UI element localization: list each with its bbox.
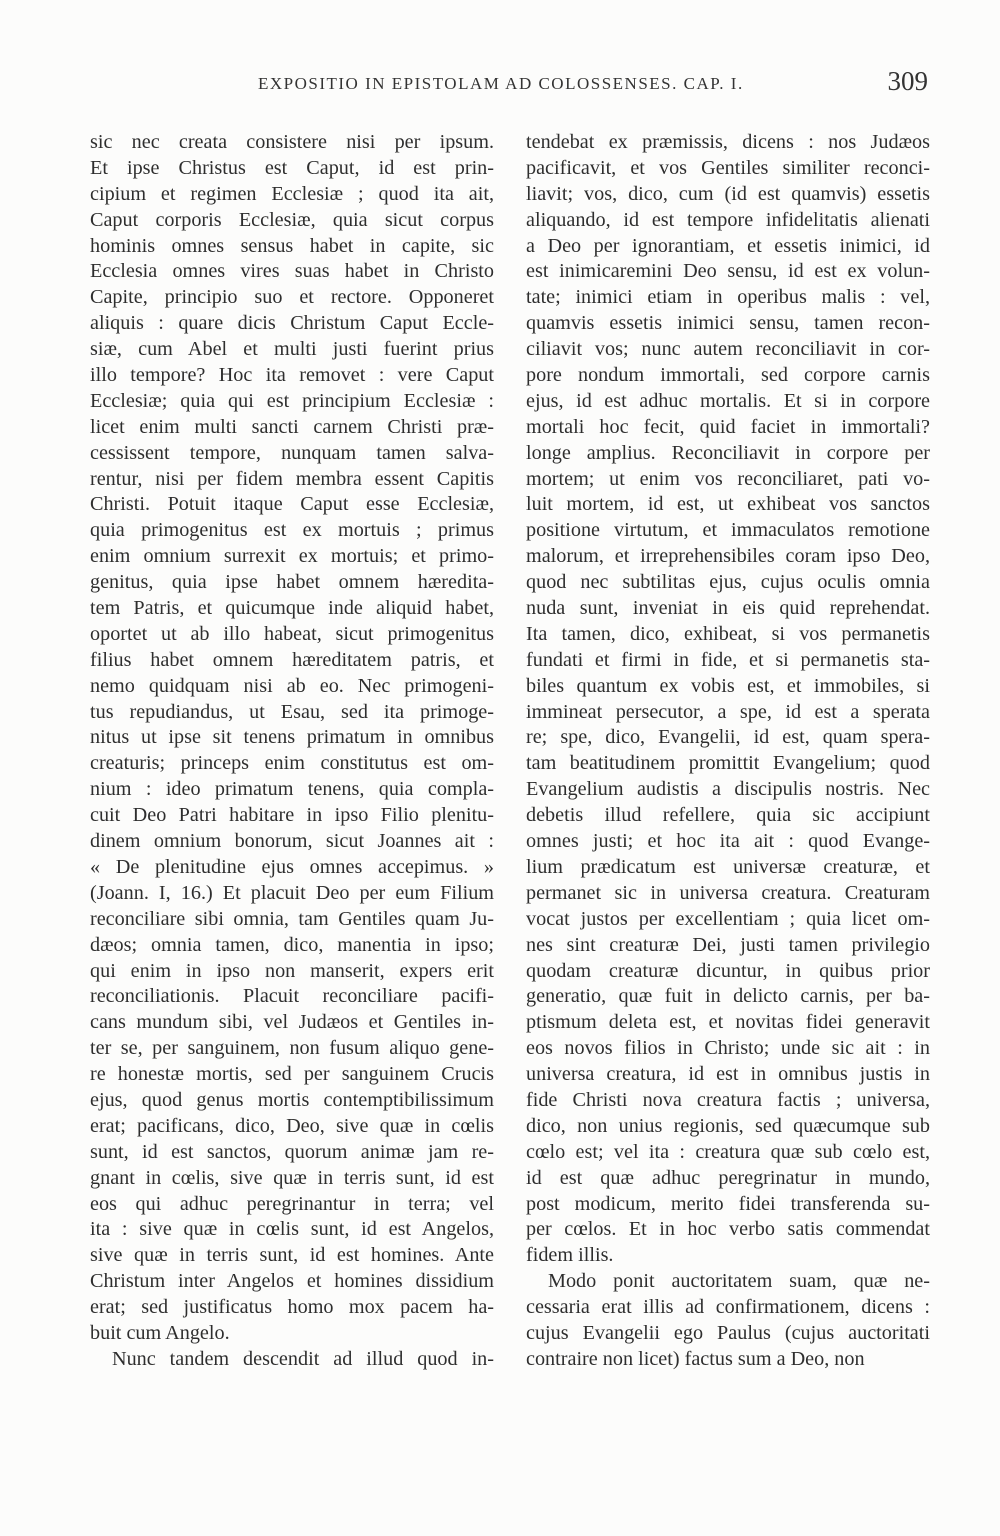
text-line: cujus Evangelii ego Paulus (cujus auctoritati — [526, 1321, 930, 1344]
text-line: generatio, quæ fuit in delicto carnis, per ba- — [526, 985, 930, 1008]
text-line: tem Patris, et quicumque inde aliquid habet, — [90, 597, 494, 620]
text-line: aliquis : quare dicis Christum Caput Eccle- — [90, 312, 494, 335]
text-line: cipium et regimen Ecclesiæ ; quod ita ait, — [90, 182, 494, 205]
text-line: sunt, id est sanctos, quorum animæ jam re- — [90, 1140, 494, 1163]
text-line: immineat persecutor, a spe, id est a sperata — [526, 700, 930, 723]
page-number: 309 — [887, 66, 928, 96]
text-line: licet enim multi sancti carnem Christi præ- — [90, 415, 494, 438]
text-line: ptismum deleta est, et novitas fidei generavit — [526, 1011, 930, 1034]
text-line: re honestæ mortis, sed per sanguinem Crucis — [90, 1063, 494, 1086]
text-line: rentur, nisi per fidem membra essent Capitis — [90, 467, 494, 490]
text-line: Ecclesia omnes vires suas habet in Christo — [90, 260, 494, 283]
text-line: oportet ut ab illo habeat, sicut primogenitus — [90, 622, 494, 645]
text-line: ejus, quod genus mortis contemptibilissimum — [90, 1088, 494, 1111]
text-line: Christum inter Angelos et homines dissidium — [90, 1270, 494, 1293]
text-line: cœlo est; vel ita : creatura quæ sub cœlo est, — [526, 1140, 930, 1163]
text-line: tendebat ex præmissis, dicens : nos Judæos — [526, 131, 930, 153]
text-line: est inimicaremini Deo sensu, id est ex volun- — [526, 260, 930, 283]
text-line: cessaria erat illis ad confirmationem, dicens : — [526, 1296, 930, 1319]
text-line: siæ, cum Abel et multi justi fuerint prius — [90, 338, 494, 361]
text-line: permanet sic in universa creatura. Creaturam — [526, 881, 930, 904]
text-line: quodam creaturæ dicuntur, in quibus prior — [526, 959, 930, 982]
text-line: buit cum Angelo. — [90, 1321, 230, 1344]
text-line: nemo quidquam nisi ab eo. Nec primogeni- — [90, 674, 494, 697]
text-line: debetis illud refellere, quia sic accipiunt — [526, 804, 930, 827]
text-line: contraire non licet) factus sum a Deo, non — [526, 1347, 865, 1370]
text-line: liavit; vos, dico, cum (id est quamvis) essetis — [526, 182, 930, 205]
text-line: malorum, et irreprehensibiles coram ipso Deo, — [526, 545, 930, 568]
text-line: Modo ponit auctoritatem suam, quæ ne- — [548, 1270, 930, 1293]
text-line: illo tempore? Hoc ita removet : vere Caput — [90, 364, 494, 387]
text-line: Capite, principio suo et rectore. Opponeret — [90, 286, 494, 309]
text-line: cessissent tempore, nunquam tamen salva- — [90, 441, 494, 464]
text-line: fundati et firmi in fide, et si permanetis sta- — [526, 648, 930, 671]
text-line: nium : ideo primatum tenens, quia compla- — [90, 778, 494, 801]
text-line: reconciliare sibi omnia, tam Gentiles quam Ju- — [90, 907, 494, 930]
text-line: qui enim in ipso non manserit, expers erit — [90, 959, 494, 982]
text-line: « De plenitudine ejus omnes accepimus. » — [90, 855, 494, 878]
text-line: eos novos filios in Christo; unde sic ait : in — [526, 1037, 930, 1060]
text-line: cans mundum sibi, vel Judæos et Gentiles in- — [90, 1011, 494, 1034]
text-line: luit mortem, id est, ut exhibeat vos sanctos — [526, 493, 930, 516]
text-line: positione virtutum, et immaculatos remotione — [526, 519, 930, 542]
text-line: lium prædicatum est universæ creaturæ, et — [526, 855, 930, 878]
text-line: Ecclesiæ; quia qui est principium Ecclesiæ : — [90, 389, 494, 412]
text-line: dinem omnium bonorum, sicut Joannes ait : — [90, 830, 494, 853]
text-line: mortali hoc fecit, quid faciet in immortali? — [526, 415, 930, 438]
text-line: sic nec creata consistere nisi per ipsum. — [90, 131, 494, 153]
text-line: dæos; omnia tamen, dico, manentia in ipso; — [90, 933, 494, 956]
text-line: quia primogenitus est ex mortuis ; primus — [90, 519, 494, 542]
text-line: Evangelium audistis a discipulis nostris. Nec — [526, 778, 930, 801]
text-line: id est quæ adhuc peregrinatur in mundo, — [526, 1166, 930, 1189]
text-line: ita : sive quæ in cœlis sunt, id est Angelos, — [90, 1218, 494, 1241]
left-text-column — [90, 130, 494, 1373]
text-line: mortem; ut enim vos reconciliaret, pati vo- — [526, 467, 930, 490]
page-header — [90, 66, 928, 106]
text-line: Et ipse Christus est Caput, id est prin- — [90, 156, 494, 179]
text-line: filius habet omnem hæreditatem patris, et — [90, 648, 494, 671]
running-head: EXPOSITIO IN EPISTOLAM AD COLOSSENSES. CAP. I. — [258, 74, 744, 93]
text-line: vocat justos per excellentiam ; quia licet om- — [526, 907, 930, 930]
text-line: biles quantum ex vobis est, et immobiles, si — [526, 674, 930, 697]
text-line: omnes justi; et hoc ita ait : quod Evange- — [526, 830, 930, 853]
text-line: quamvis essetis inimici sensu, tamen recon- — [526, 312, 930, 335]
text-line: Ita tamen, dico, exhibeat, si vos permanetis — [526, 622, 930, 645]
text-line: quod nec subtilitas ejus, cujus oculis omnia — [526, 571, 930, 594]
text-line: Christi. Potuit itaque Caput esse Ecclesiæ, — [90, 493, 494, 516]
text-line: aliquando, id est tempore infidelitatis alienati — [526, 208, 930, 231]
text-line: Caput corporis Ecclesiæ, quia sicut corpus — [90, 208, 494, 231]
text-line: pacificavit, et vos Gentiles similiter reconci- — [526, 156, 930, 179]
text-line: cuit Deo Patri habitare in ipso Filio plenitu- — [90, 804, 494, 827]
text-line: ciliavit vos; nunc autem reconciliavit in cor- — [526, 338, 930, 361]
text-line: fidem illis. — [526, 1244, 614, 1267]
text-line: post modicum, merito fidei transferenda su- — [526, 1192, 930, 1215]
text-line: enim omnium surrexit ex mortuis; et primo- — [90, 545, 494, 568]
text-line: sive quæ in terris sunt, id est homines. Ante — [90, 1244, 494, 1267]
text-line: dico, non unius regionis, sed quæcumque sub — [526, 1114, 930, 1137]
text-line: fide Christi nova creatura factis ; universa, — [526, 1088, 930, 1111]
text-line: a Deo per ignorantiam, et essetis inimici, id — [526, 234, 930, 257]
text-line: gnant in cœlis, sive quæ in terris sunt, id est — [90, 1166, 494, 1189]
text-line: (Joann. I, 16.) Et placuit Deo per eum Filium — [90, 881, 494, 904]
text-line: tam beatitudinem promittit Evangelium; quod — [526, 752, 930, 775]
text-line: nuda sunt, inveniat in eis quid reprehendat. — [526, 597, 930, 620]
text-line: nes sint creaturæ Dei, justi tamen privilegio — [526, 933, 930, 956]
text-line: eos qui adhuc peregrinantur in terra; vel — [90, 1192, 494, 1215]
text-line: re; spe, dico, Evangelii, id est, quam spera- — [526, 726, 930, 749]
text-line: reconciliationis. Placuit reconciliare pacifi- — [90, 985, 494, 1008]
text-line: creaturis; princeps enim constitutus est om- — [90, 752, 494, 775]
text-line: ter se, per sanguinem, non fusum aliquo gene- — [90, 1037, 494, 1060]
text-line: longe amplius. Reconciliavit in corpore per — [526, 441, 930, 464]
text-line: Nunc tandem descendit ad illud quod in- — [112, 1347, 494, 1370]
text-line: pore nondum immortali, sed corpore carnis — [526, 364, 930, 387]
text-line: nitus ut ipse sit tenens primatum in omnibus — [90, 726, 494, 749]
text-line: erat; sed justificatus homo mox pacem ha- — [90, 1296, 494, 1319]
text-line: universa creatura, id est in omnibus justis in — [526, 1063, 930, 1086]
text-line: tus repudiandus, ut Esau, sed ita primoge- — [90, 700, 494, 723]
text-line: erat; pacificans, dico, Deo, sive quæ in cœlis — [90, 1114, 494, 1137]
text-line: ejus, id est adhuc mortalis. Et si in corpore — [526, 389, 930, 412]
text-line: tate; inimici etiam in operibus malis : vel, — [526, 286, 930, 309]
text-line: hominis omnes sensus habet in capite, sic — [90, 234, 494, 257]
right-text-column — [526, 130, 930, 1373]
text-line: per cœlos. Et in hoc verbo satis commendat — [526, 1218, 930, 1241]
text-line: genitus, quia ipse habet omnem hæredita- — [90, 571, 494, 594]
